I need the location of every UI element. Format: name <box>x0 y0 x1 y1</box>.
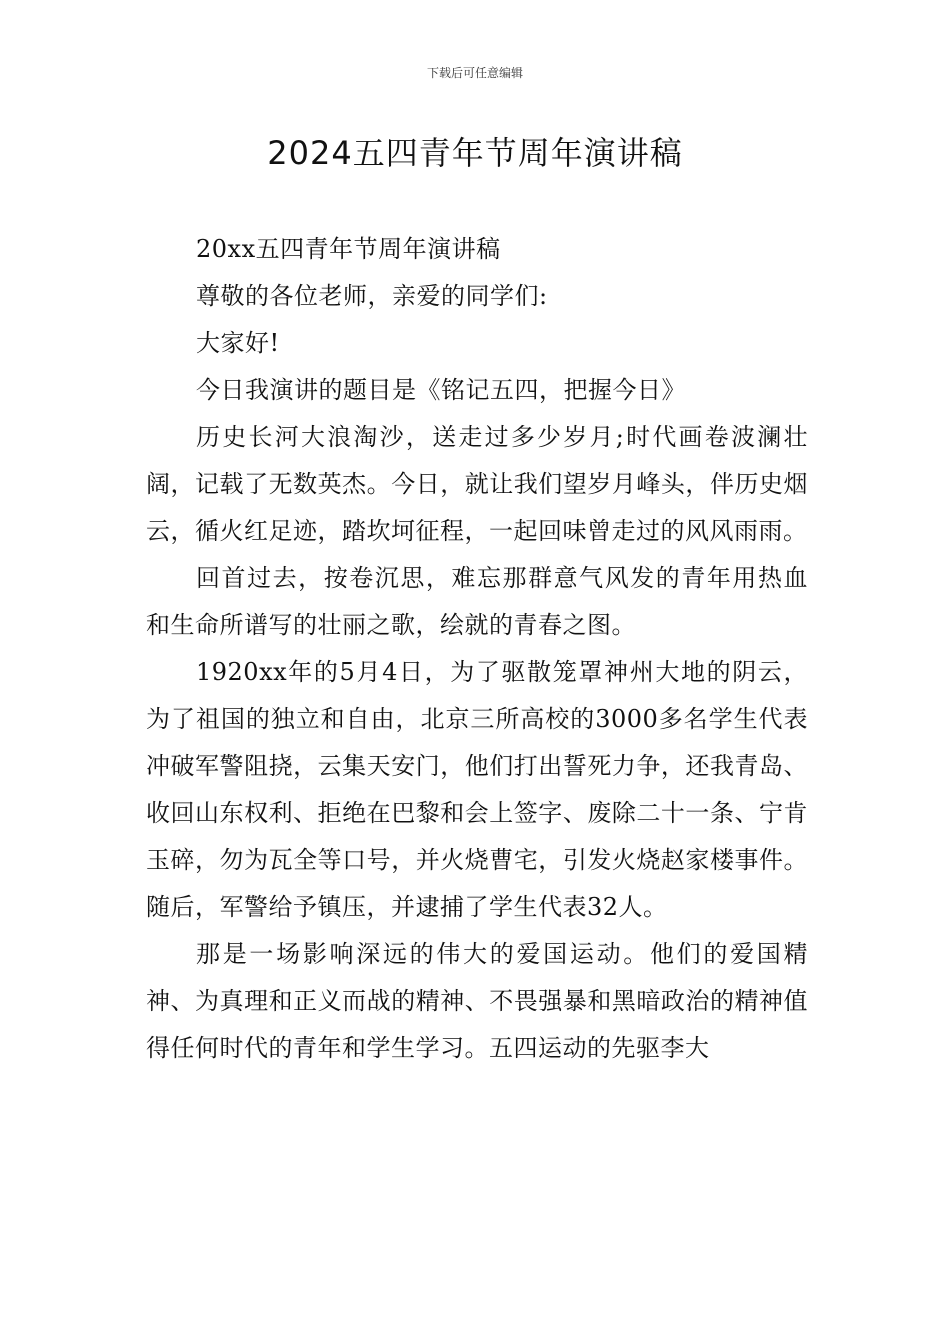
paragraph-may-fourth-event: 1920xx年的5月4日，为了驱散笼罩神州大地的阴云，为了祖国的独立和自由，北京三所高校的3000多名学生代表冲破军警阻挠，云集天安门，他们打出誓死力争，还我青岛、收回山东权利、拒绝在巴黎和会上签字、废除二十一条、宁肯玉碎，勿为瓦全等口号，并火烧曹宅，引发火烧赵家楼事件。随后，军警给予镇压，并逮捕了学生代表32人。 <box>146 658 808 921</box>
paragraph-movement-spirit: 那是一场影响深远的伟大的爱国运动。他们的爱国精神、为真理和正义而战的精神、不畏强暴和黑暗政治的精神值得任何时代的青年和学生学习。五四运动的先驱李大 <box>146 940 808 1062</box>
document-title: 2024五四青年节周年演讲稿 <box>267 134 683 172</box>
paragraph-greeting: 大家好! <box>196 329 280 357</box>
paragraph-salutation: 尊敬的各位老师，亲爱的同学们: <box>196 282 548 310</box>
paragraph-reflection: 回首过去，按卷沉思，难忘那群意气风发的青年用热血和生命所谱写的壮丽之歌，绘就的青春之图。 <box>146 564 808 639</box>
paragraph-topic: 今日我演讲的题目是《铭记五四，把握今日》 <box>196 376 686 404</box>
paragraph-history: 历史长河大浪淘沙，送走过多少岁月;时代画卷波澜壮阔，记载了无数英杰。今日，就让我们望岁月峰头，伴历史烟云，循火红足迹，踏坎坷征程，一起回味曾走过的风风雨雨。 <box>146 423 808 545</box>
paragraph-subtitle: 20xx五四青年节周年演讲稿 <box>196 235 501 263</box>
header-note: 下载后可任意编辑 <box>426 66 523 80</box>
document-body <box>146 226 808 1072</box>
